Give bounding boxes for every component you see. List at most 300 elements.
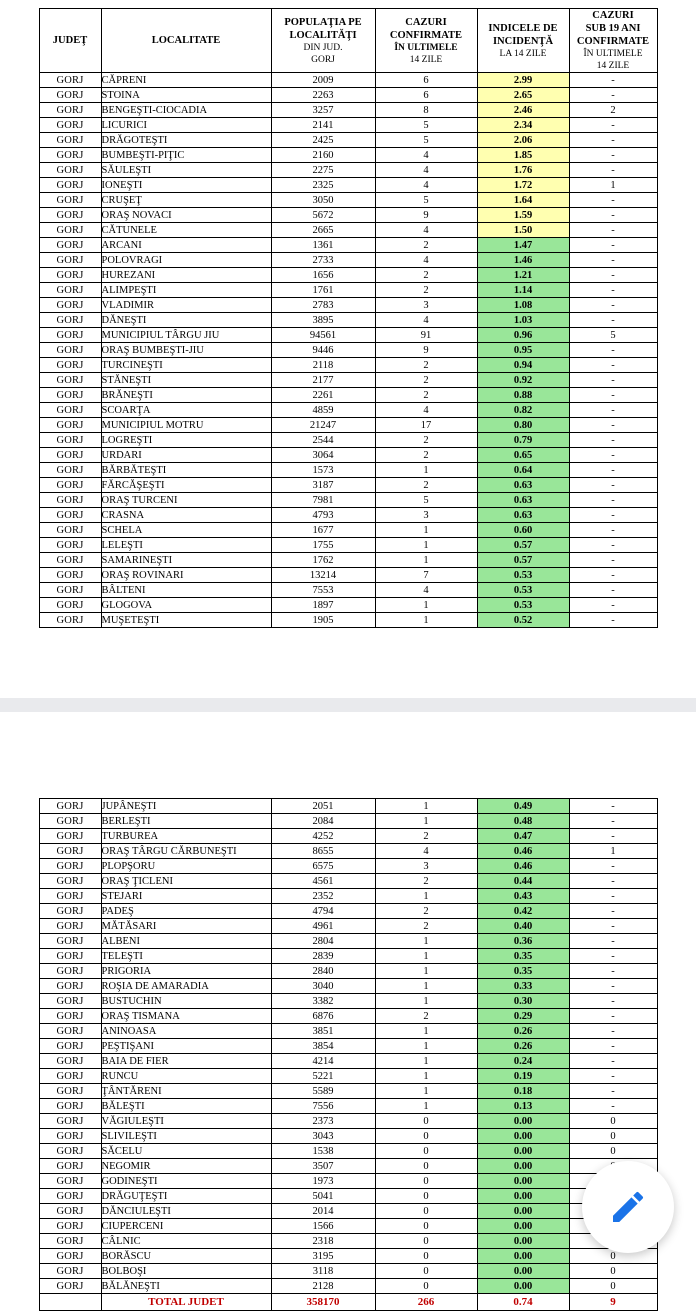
cell-incidenta: 0.64 [477,463,569,478]
cell-cazuri: 0 [375,1279,477,1294]
table-row [39,1279,657,1294]
cell-judet: GORJ [39,919,101,934]
cell-judet: GORJ [39,844,101,859]
cell-localitate: JUPÂNEŞTI [101,799,271,814]
cell-judet: GORJ [39,1024,101,1039]
cell-sub19: - [569,583,657,598]
cell-populatie: 4961 [271,919,375,934]
cell-localitate: ARCANI [101,238,271,253]
cell-incidenta: 1.72 [477,178,569,193]
table-row [39,268,657,283]
cell-judet: GORJ [39,568,101,583]
table-row [39,568,657,583]
cell-populatie: 5221 [271,1069,375,1084]
table-row [39,133,657,148]
cell-localitate: BUMBEŞTI-PIŢIC [101,148,271,163]
cell-sub19: - [569,388,657,403]
cell-sub19: 1 [569,844,657,859]
cell-judet: GORJ [39,1204,101,1219]
cell-localitate: LICURICI [101,118,271,133]
cell-judet: GORJ [39,1144,101,1159]
column-header-populatie: POPULAŢIA PE LOCALITĂŢI DIN JUD. GORJ [271,9,375,73]
cell-cazuri: 4 [375,583,477,598]
cell-localitate: BĂLĂNEŞTI [101,1279,271,1294]
cell-populatie: 2084 [271,814,375,829]
table-row [39,358,657,373]
cell-sub19: - [569,208,657,223]
cell-localitate: ROŞIA DE AMARADIA [101,979,271,994]
cell-sub19: - [569,859,657,874]
cell-cazuri: 0 [375,1159,477,1174]
table-row [39,1069,657,1084]
table-row [39,799,657,814]
cell-incidenta: 0.36 [477,934,569,949]
cell-sub19: - [569,403,657,418]
cell-incidenta: 1.14 [477,283,569,298]
cell-judet: GORJ [39,1279,101,1294]
cell-localitate: DRĂGOTEŞTI [101,133,271,148]
cell-localitate: CÂLNIC [101,1234,271,1249]
cell-judet: GORJ [39,358,101,373]
cell-sub19: - [569,613,657,628]
cell-cazuri: 2 [375,904,477,919]
cell-cazuri: 1 [375,553,477,568]
cell-judet: GORJ [39,148,101,163]
cell-cazuri: 1 [375,889,477,904]
cell-localitate: PLOPŞORU [101,859,271,874]
cell-sub19: - [569,253,657,268]
cell-judet: GORJ [39,1264,101,1279]
cell-localitate: CIUPERCENI [101,1219,271,1234]
cell-cazuri: 2 [375,283,477,298]
cell-judet: GORJ [39,1249,101,1264]
cell-incidenta: 0.46 [477,859,569,874]
cell-sub19: - [569,799,657,814]
cell-localitate: ORAŞ ROVINARI [101,568,271,583]
table-row [39,313,657,328]
cell-incidenta: 0.40 [477,919,569,934]
cell-incidenta: 0.00 [477,1234,569,1249]
cell-incidenta: 0.53 [477,598,569,613]
cell-localitate: BOLBOŞI [101,1264,271,1279]
cell-populatie: 7556 [271,1099,375,1114]
table-row [39,238,657,253]
table-body-page-2 [39,799,657,1311]
cell-sub19: - [569,538,657,553]
cell-sub19: 0 [569,1264,657,1279]
cell-sub19: - [569,979,657,994]
cell-judet: GORJ [39,1069,101,1084]
cell-cazuri: 1 [375,979,477,994]
cell-localitate: ORAŞ TURCENI [101,493,271,508]
table-row [39,934,657,949]
table-row [39,1009,657,1024]
cell-localitate: TURBUREA [101,829,271,844]
cell-localitate: STOINA [101,88,271,103]
cell-cazuri: 91 [375,328,477,343]
cell-cazuri: 2 [375,919,477,934]
table-row [39,88,657,103]
cell-incidenta: 1.59 [477,208,569,223]
table-row [39,283,657,298]
cell-populatie: 3507 [271,1159,375,1174]
cell-cazuri: 1 [375,1039,477,1054]
table-header [39,9,657,73]
cell-localitate: POLOVRAGI [101,253,271,268]
cell-localitate: MUŞETEŞTI [101,613,271,628]
cell-populatie: 3050 [271,193,375,208]
cell-populatie: 1361 [271,238,375,253]
cell-sub19: - [569,73,657,88]
cell-incidenta: 2.46 [477,103,569,118]
cell-sub19: - [569,223,657,238]
cell-incidenta: 0.46 [477,844,569,859]
table-row [39,553,657,568]
cell-cazuri: 4 [375,844,477,859]
cell-populatie: 2128 [271,1279,375,1294]
cell-localitate: CĂTUNELE [101,223,271,238]
table-row [39,388,657,403]
table-row [39,223,657,238]
cell-sub19: - [569,463,657,478]
cell-cazuri: 5 [375,493,477,508]
cell-populatie: 7553 [271,583,375,598]
cell-judet: GORJ [39,433,101,448]
cell-incidenta: 0.65 [477,448,569,463]
cell-incidenta: 2.34 [477,118,569,133]
cell-incidenta: 1.47 [477,238,569,253]
cell-judet: GORJ [39,904,101,919]
cell-localitate: DĂNCIULEŞTI [101,1204,271,1219]
cell-localitate: LELEŞTI [101,538,271,553]
cell-incidenta: 0.95 [477,343,569,358]
cell-judet: GORJ [39,133,101,148]
cell-cazuri: 2 [375,874,477,889]
table-row [39,478,657,493]
table-row [39,1024,657,1039]
cell-judet: GORJ [39,814,101,829]
cell-populatie: 21247 [271,418,375,433]
cell-cazuri: 2 [375,268,477,283]
cell-sub19: - [569,949,657,964]
table-row [39,208,657,223]
cell-populatie: 1897 [271,598,375,613]
table-row [39,193,657,208]
cell-incidenta: 0.63 [477,493,569,508]
cell-total-populatie: 358170 [271,1294,375,1311]
cell-sub19: - [569,508,657,523]
cell-cazuri: 3 [375,298,477,313]
cell-localitate: BÂLTENI [101,583,271,598]
cell-sub19: 0 [569,1114,657,1129]
table-row [39,73,657,88]
cell-incidenta: 1.03 [477,313,569,328]
edit-fab-button[interactable] [582,1161,674,1253]
cell-judet: GORJ [39,523,101,538]
cell-populatie: 2014 [271,1204,375,1219]
cell-populatie: 4214 [271,1054,375,1069]
cell-cazuri: 2 [375,388,477,403]
table-row [39,1039,657,1054]
cell-total-incidenta: 0.74 [477,1294,569,1311]
cell-judet: GORJ [39,103,101,118]
cell-judet: GORJ [39,538,101,553]
cell-localitate: URDARI [101,448,271,463]
cell-localitate: ALIMPEŞTI [101,283,271,298]
cell-populatie: 2325 [271,178,375,193]
cell-judet: GORJ [39,388,101,403]
cell-populatie: 2544 [271,433,375,448]
cell-cazuri: 1 [375,523,477,538]
cell-localitate: PADEŞ [101,904,271,919]
page-divider [0,698,696,712]
table-row [39,1099,657,1114]
cell-incidenta: 2.06 [477,133,569,148]
table-row [39,163,657,178]
cell-sub19: - [569,163,657,178]
cell-total-blank [39,1294,101,1311]
table-row [39,463,657,478]
cell-incidenta: 0.24 [477,1054,569,1069]
cell-sub19: - [569,1009,657,1024]
cell-cazuri: 8 [375,103,477,118]
cell-localitate: MUNICIPIUL TÂRGU JIU [101,328,271,343]
table-row [39,1159,657,1174]
cell-cazuri: 6 [375,88,477,103]
cell-populatie: 4794 [271,904,375,919]
cell-populatie: 2840 [271,964,375,979]
table-row [39,148,657,163]
cell-sub19: - [569,118,657,133]
cell-populatie: 2352 [271,889,375,904]
cell-incidenta: 0.60 [477,523,569,538]
cell-judet: GORJ [39,1084,101,1099]
cell-sub19: 0 [569,1279,657,1294]
cell-localitate: DĂNEŞTI [101,313,271,328]
cell-judet: GORJ [39,1219,101,1234]
cell-sub19: - [569,433,657,448]
cell-populatie: 2009 [271,73,375,88]
cell-sub19: - [569,874,657,889]
cell-cazuri: 0 [375,1249,477,1264]
cell-populatie: 13214 [271,568,375,583]
cell-populatie: 3187 [271,478,375,493]
cell-cazuri: 5 [375,118,477,133]
cell-incidenta: 2.65 [477,88,569,103]
table-body-page-1 [39,73,657,628]
cell-populatie: 3043 [271,1129,375,1144]
cell-cazuri: 0 [375,1219,477,1234]
cell-judet: GORJ [39,343,101,358]
cell-incidenta: 0.57 [477,538,569,553]
cell-cazuri: 2 [375,1009,477,1024]
cell-cazuri: 4 [375,403,477,418]
table-row [39,1144,657,1159]
cell-cazuri: 4 [375,178,477,193]
cell-populatie: 5672 [271,208,375,223]
cell-localitate: ORAŞ NOVACI [101,208,271,223]
cell-localitate: TURCINEŞTI [101,358,271,373]
table-row [39,103,657,118]
cell-cazuri: 4 [375,313,477,328]
cell-sub19: - [569,523,657,538]
cell-localitate: NEGOMIR [101,1159,271,1174]
cell-populatie: 4252 [271,829,375,844]
cell-sub19: - [569,1054,657,1069]
cell-sub19: - [569,283,657,298]
cell-judet: GORJ [39,328,101,343]
cell-localitate: SAMARINEŞTI [101,553,271,568]
cell-cazuri: 1 [375,934,477,949]
cell-populatie: 2141 [271,118,375,133]
cell-cazuri: 1 [375,1024,477,1039]
cell-sub19: - [569,829,657,844]
cell-judet: GORJ [39,1099,101,1114]
cell-populatie: 3854 [271,1039,375,1054]
cell-populatie: 1905 [271,613,375,628]
cell-cazuri: 5 [375,133,477,148]
table-row [39,178,657,193]
cell-cazuri: 1 [375,463,477,478]
cell-cazuri: 1 [375,1054,477,1069]
cell-populatie: 8655 [271,844,375,859]
cell-judet: GORJ [39,1054,101,1069]
cell-judet: GORJ [39,178,101,193]
cell-judet: GORJ [39,73,101,88]
cell-sub19: - [569,1099,657,1114]
table-row [39,373,657,388]
cell-incidenta: 0.43 [477,889,569,904]
cell-populatie: 2804 [271,934,375,949]
column-header-localitate: LOCALITATE [101,9,271,73]
cell-judet: GORJ [39,508,101,523]
table-row [39,1084,657,1099]
cell-judet: GORJ [39,598,101,613]
cell-localitate: RUNCU [101,1069,271,1084]
cell-judet: GORJ [39,223,101,238]
cell-incidenta: 0.57 [477,553,569,568]
cell-judet: GORJ [39,1129,101,1144]
cell-populatie: 3851 [271,1024,375,1039]
cell-cazuri: 2 [375,358,477,373]
cell-cazuri: 4 [375,148,477,163]
cell-incidenta: 0.00 [477,1114,569,1129]
cell-localitate: GODINEŞTI [101,1174,271,1189]
cell-cazuri: 1 [375,613,477,628]
table-row [39,949,657,964]
cell-localitate: PRIGORIA [101,964,271,979]
cell-incidenta: 0.00 [477,1174,569,1189]
cell-judet: GORJ [39,478,101,493]
cell-incidenta: 0.26 [477,1039,569,1054]
cell-sub19: - [569,343,657,358]
cell-judet: GORJ [39,268,101,283]
cell-judet: GORJ [39,283,101,298]
table-row [39,1219,657,1234]
cell-sub19: - [569,814,657,829]
table-row [39,583,657,598]
cell-populatie: 1761 [271,283,375,298]
cell-judet: GORJ [39,799,101,814]
cell-incidenta: 1.76 [477,163,569,178]
document-page-2 [0,712,696,1315]
table-row [39,508,657,523]
table-row [39,979,657,994]
cell-localitate: HUREZANI [101,268,271,283]
cell-judet: GORJ [39,493,101,508]
table-row [39,1174,657,1189]
cell-populatie: 94561 [271,328,375,343]
cell-populatie: 3064 [271,448,375,463]
cell-judet: GORJ [39,964,101,979]
cell-localitate: LOGREŞTI [101,433,271,448]
table-row [39,919,657,934]
cell-incidenta: 0.13 [477,1099,569,1114]
cell-judet: GORJ [39,298,101,313]
cell-cazuri: 1 [375,949,477,964]
cell-localitate: BAIA DE FIER [101,1054,271,1069]
cell-localitate: ŢÂNTĂRENI [101,1084,271,1099]
cell-judet: GORJ [39,373,101,388]
cell-incidenta: 0.30 [477,994,569,1009]
cell-cazuri: 2 [375,238,477,253]
cell-populatie: 2839 [271,949,375,964]
cell-judet: GORJ [39,163,101,178]
cell-incidenta: 0.42 [477,904,569,919]
table-row [39,1054,657,1069]
table-row [39,418,657,433]
cell-cazuri: 1 [375,994,477,1009]
cell-judet: GORJ [39,208,101,223]
cell-sub19: - [569,193,657,208]
cell-localitate: FĂRCĂŞEŞTI [101,478,271,493]
cell-incidenta: 0.88 [477,388,569,403]
cell-judet: GORJ [39,1189,101,1204]
cell-judet: GORJ [39,253,101,268]
cell-judet: GORJ [39,583,101,598]
cell-cazuri: 9 [375,343,477,358]
cell-populatie: 1755 [271,538,375,553]
cell-populatie: 5041 [271,1189,375,1204]
cell-localitate: STĂNEŞTI [101,373,271,388]
cell-sub19: - [569,448,657,463]
cell-localitate: CĂPRENI [101,73,271,88]
cell-populatie: 2783 [271,298,375,313]
cell-incidenta: 0.00 [477,1219,569,1234]
cell-incidenta: 1.21 [477,268,569,283]
cell-localitate: PEŞTIŞANI [101,1039,271,1054]
cell-incidenta: 0.53 [477,583,569,598]
cell-judet: GORJ [39,889,101,904]
cell-populatie: 1656 [271,268,375,283]
cell-incidenta: 0.18 [477,1084,569,1099]
cell-sub19: - [569,313,657,328]
cell-cazuri: 17 [375,418,477,433]
cell-cazuri: 1 [375,1069,477,1084]
cell-localitate: ANINOASA [101,1024,271,1039]
cell-cazuri: 6 [375,73,477,88]
cell-incidenta: 0.92 [477,373,569,388]
cell-cazuri: 2 [375,433,477,448]
cell-judet: GORJ [39,313,101,328]
cell-localitate: SCOARŢA [101,403,271,418]
cell-localitate: ORAŞ BUMBEŞTI-JIU [101,343,271,358]
cell-populatie: 1973 [271,1174,375,1189]
incidence-table-page-2 [39,798,658,1311]
cell-populatie: 2275 [271,163,375,178]
cell-sub19: - [569,1084,657,1099]
cell-populatie: 2261 [271,388,375,403]
